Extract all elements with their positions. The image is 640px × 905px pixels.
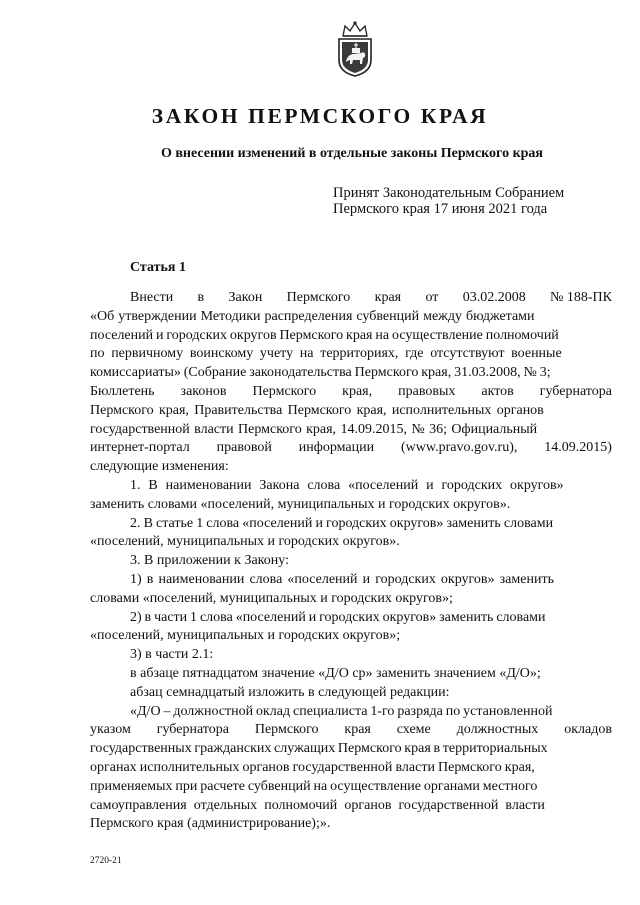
article-heading: Статья 1 [130, 260, 186, 275]
list-item-continuation: заменить словами «поселений, муниципальных и городских округов». [90, 496, 511, 512]
word: № 188-ПК [550, 290, 612, 305]
quoted-text: самоуправления отдельных полномочий органов государственной власти [90, 797, 545, 813]
word: Пермского [252, 383, 317, 399]
sub-item: 2) в части 1 слова «поселений и городских округов» заменить словами [130, 609, 546, 625]
word: края [344, 722, 371, 738]
word: окладов [564, 722, 612, 738]
paragraph-line: «Об утверждении Методики распределения субвенций между бюджетами [90, 308, 535, 324]
sub-item: 3) в части 2.1: [130, 647, 214, 663]
quoted-text: органах исполнительных органов государственной власти Пермского края, [90, 759, 535, 775]
paragraph-line: Пермского края, Правительства Пермского края, исполнительных органов [90, 402, 544, 418]
sub-item-continuation: «поселений, муниципальных и городских округов»; [90, 628, 401, 644]
word: Закон [228, 290, 263, 305]
quoted-text: государственных гражданских служащих Пермского края в территориальных [90, 741, 548, 757]
article-body [90, 289, 612, 834]
sub-item: 1) в наименовании слова «поселений и городских округов» заменить [130, 571, 554, 587]
list-item-continuation: «поселений, муниципальных и городских округов». [90, 534, 400, 550]
word: Пермского [286, 290, 351, 305]
paragraph-line: поселений и городских округов Пермского края на осуществление полномочий [90, 327, 559, 343]
sub-item-text: абзац семнадцатый изложить в следующей редакции: [130, 684, 450, 700]
quoted-text: применяемых при расчете субвенций на осуществление органами местного [90, 778, 538, 794]
word: 03.02.2008 [462, 290, 526, 305]
paragraph-line [90, 289, 612, 308]
word: схеме [396, 722, 431, 738]
word: от [425, 290, 439, 305]
word: правовых [398, 383, 456, 399]
list-item: 1. В наименовании Закона слова «поселений и городских округов» [130, 477, 564, 493]
quoted-text: Пермского края (администрирование);». [90, 816, 331, 832]
word: края, [342, 383, 373, 399]
list-item: 2. В статье 1 слова «поселений и городских округов» заменить словами [130, 515, 554, 531]
sub-item-continuation: словами «поселений, муниципальных и городских округов»; [90, 590, 453, 606]
word: Бюллетень [90, 383, 155, 399]
word: губернатора [539, 383, 612, 399]
perm-krai-coat-of-arms-icon [331, 20, 379, 78]
adoption-note [333, 185, 564, 217]
word: актов [481, 383, 514, 399]
word: 14.09.2015) [544, 440, 612, 456]
word: (www.pravo.gov.ru), [401, 440, 518, 456]
paragraph-line: комиссариаты» (Собрание законодательства Пермского края, 31.03.2008, № 3; [90, 365, 551, 381]
sub-item-text: в абзаце пятнадцатом значение «Д/О ср» заменить значением «Д/О»; [130, 665, 541, 681]
document-code: 2720-21 [90, 856, 122, 866]
quoted-text [90, 721, 612, 740]
paragraph-line: по первичному воинскому учету на территориях, где отсутствуют военные [90, 346, 562, 362]
paragraph-line [90, 383, 612, 402]
word: указом [90, 722, 131, 738]
law-title: ЗАКОН ПЕРМСКОГО КРАЯ [151, 104, 489, 128]
word: губернатора [156, 722, 229, 738]
paragraph-line: государственной власти Пермского края, 14.09.2015, № 36; Официальный [90, 421, 538, 437]
paragraph-line [90, 439, 612, 458]
word: информации [298, 440, 375, 456]
adoption-line: Принят Законодательным Собранием [333, 185, 565, 201]
word: интернет-портал [90, 440, 190, 456]
word: Внести [130, 290, 174, 305]
quoted-text: «Д/О – должностной оклад специалиста 1-го разряда по установленной [130, 703, 553, 719]
list-item: 3. В приложении к Закону: [130, 553, 289, 569]
adoption-date-line: Пермского края 17 июня 2021 года [333, 201, 548, 217]
word: законов [180, 383, 227, 399]
word: правовой [216, 440, 272, 456]
word: Пермского [254, 722, 319, 738]
word: в [197, 290, 205, 305]
law-subtitle: О внесении изменений в отдельные законы Пермского края [160, 146, 543, 161]
word: должностных [456, 722, 539, 738]
word: края [374, 290, 402, 305]
paragraph-line: следующие изменения: [90, 459, 229, 475]
